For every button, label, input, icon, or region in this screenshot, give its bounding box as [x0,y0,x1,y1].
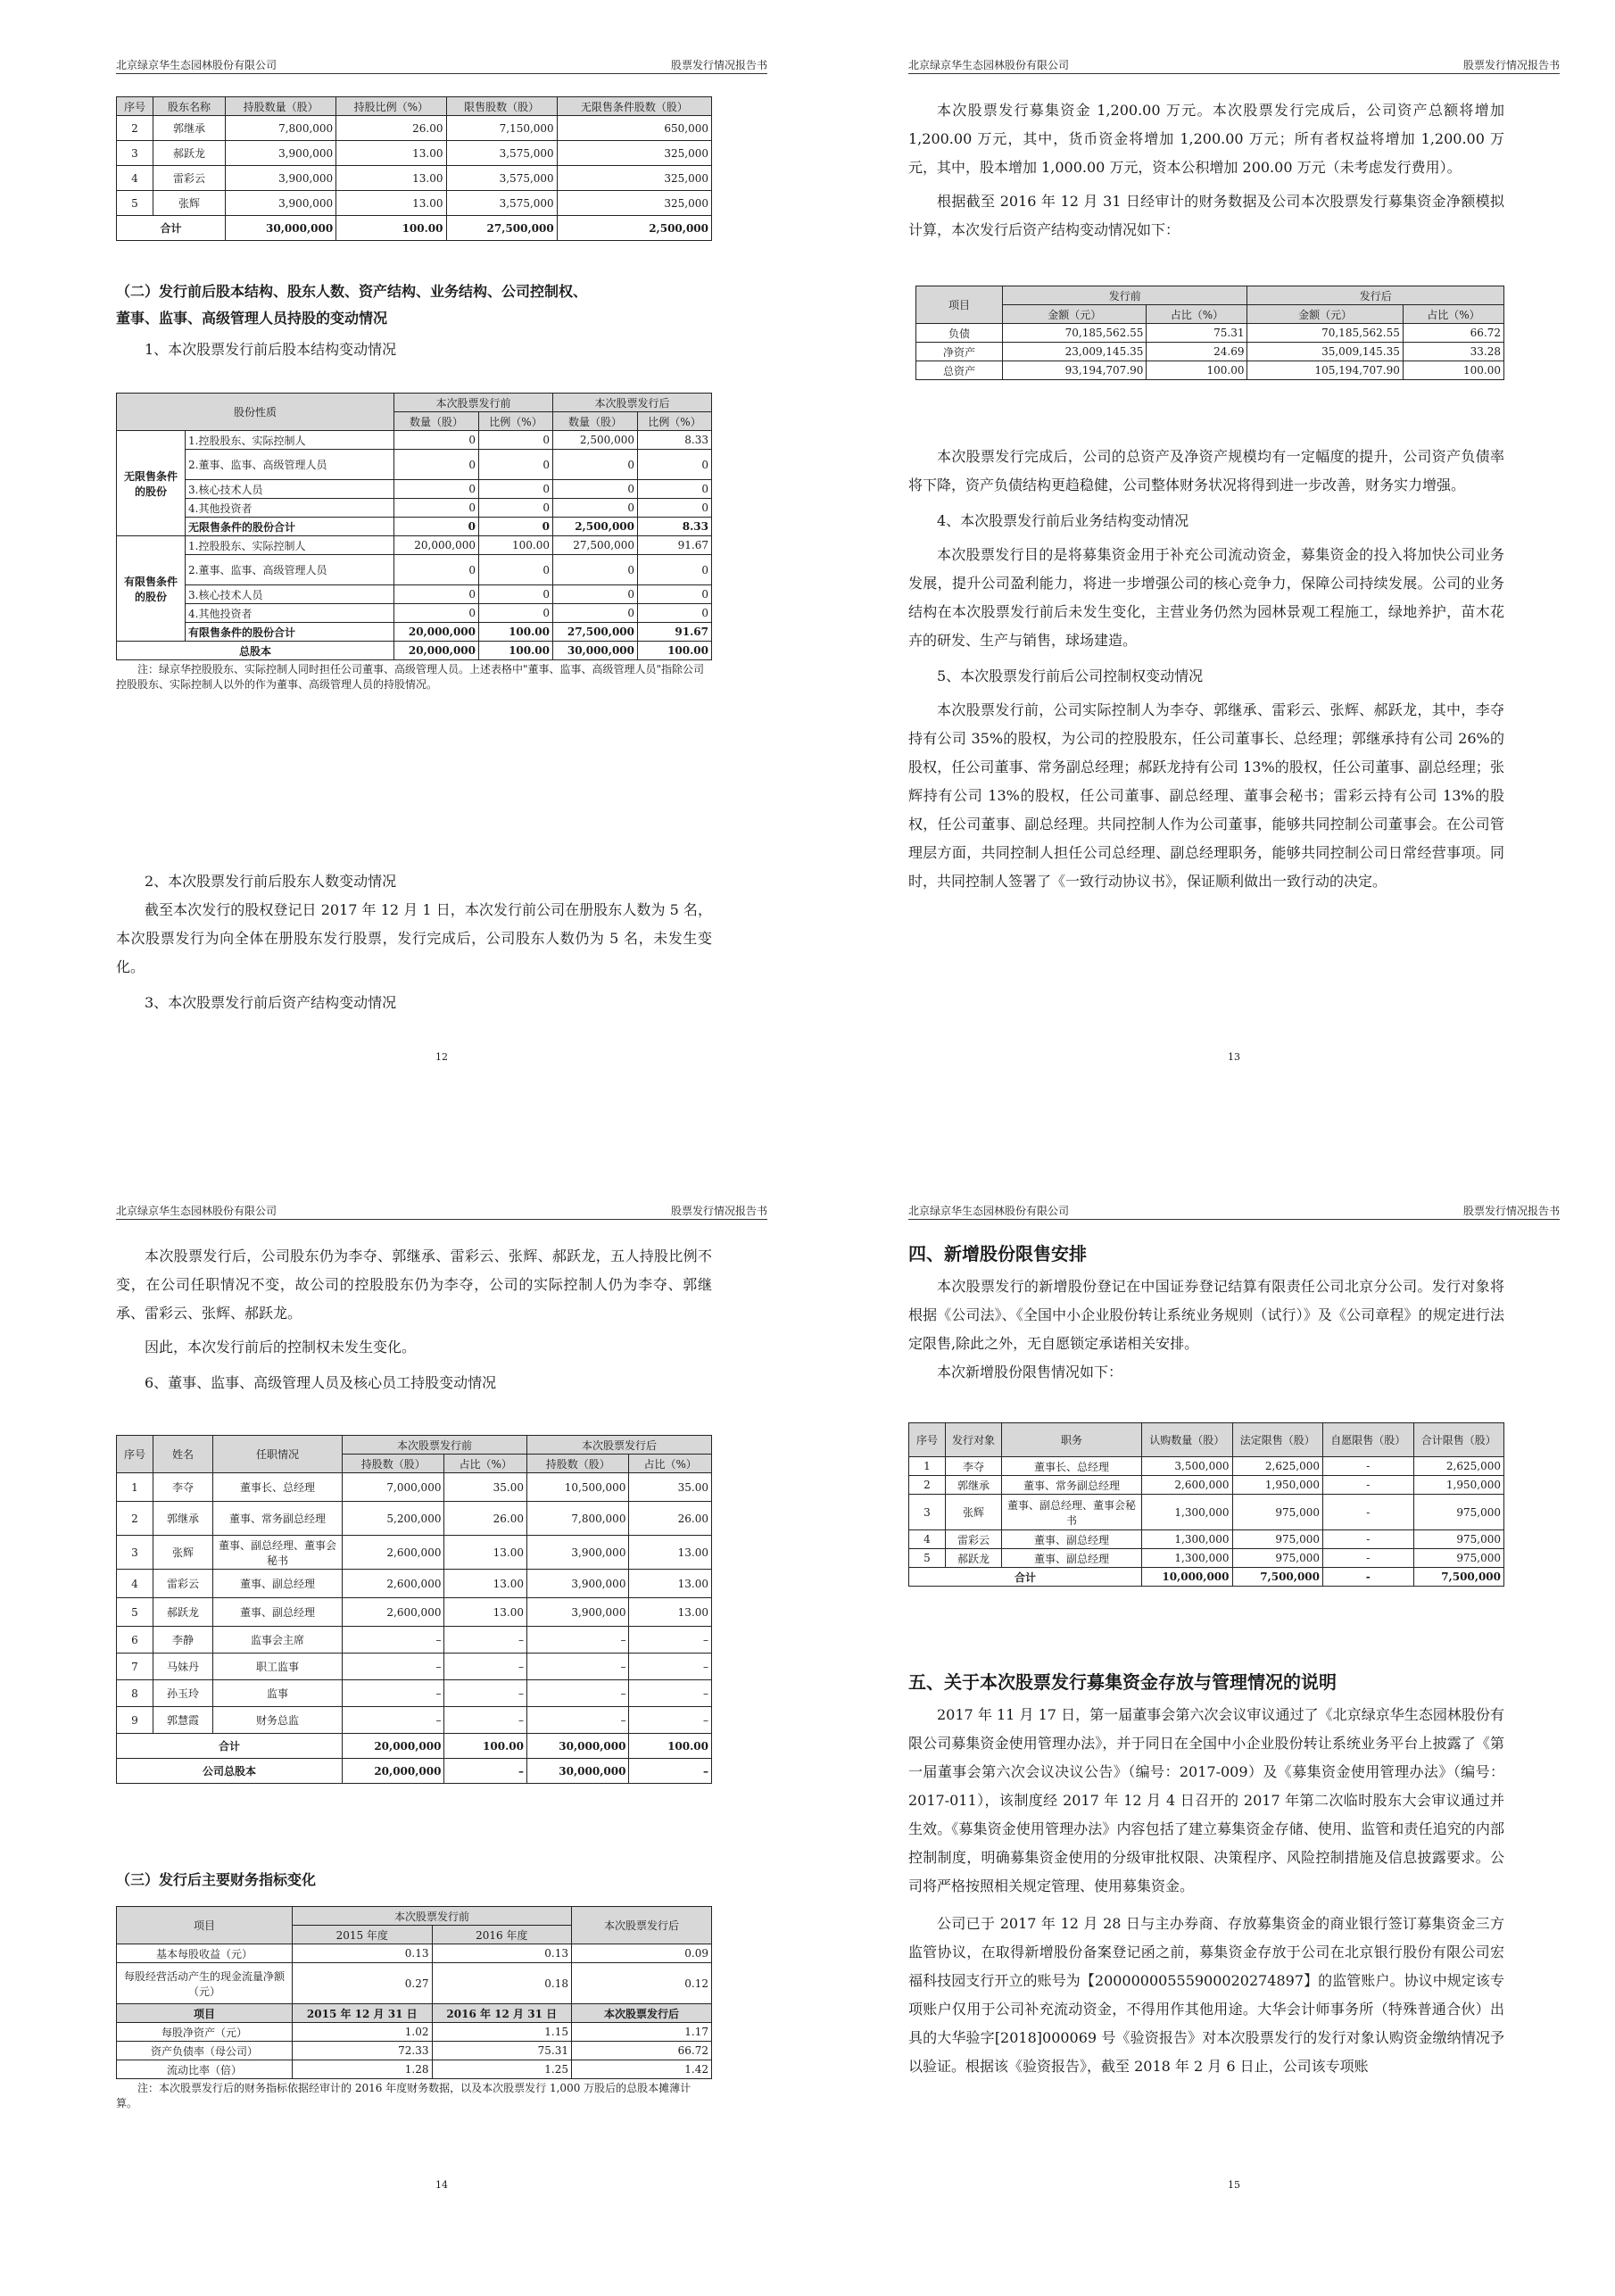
management-holdings-table [116,1435,712,1784]
table-header: 持股数（股） [526,1455,628,1473]
subsection-title: 5、本次股票发行前后公司控制权变动情况 [937,667,1204,684]
section-title: 董事、监事、高级管理人员持股的变动情况 [116,310,388,327]
table-row: 3 郝跃龙 3,900,000 13.00 3,575,000 325,000 [117,141,712,166]
table-header: 认购数量（股） [1142,1423,1233,1457]
table-row: 8 孙玉玲 监事 – – – – [117,1680,712,1707]
page-number: 12 [435,1051,448,1063]
table-total-row: 总股本 20,000,000 100.00 30,000,000 100.00 [117,642,712,660]
chapter-heading: 四、新增股份限售安排 [908,1243,1087,1264]
table-row: 5 张辉 3,900,000 13.00 3,575,000 325,000 [117,191,712,216]
table-header: 序号 [117,1436,153,1473]
shareholder-table [116,96,712,241]
subsection-title: 6、董事、监事、高级管理人员及核心员工持股变动情况 [145,1374,497,1391]
table-header: 本次股票发行后 [526,1436,711,1455]
paragraph: 本次股票发行完成后，公司的总资产及净资产规模均有一定幅度的提升，公司资产负债率将下降，资产负债结构更趋稳健，公司整体财务状况将得到进一步改善，财务实力增强。 [908,448,1504,493]
table-header: 股东名称 [153,97,226,116]
table-row: 4.其他投资者 0 0 0 0 [117,499,712,518]
table-row: 2.董事、监事、高级管理人员 0 0 0 0 [117,450,712,480]
table-subtotal-row: 有限售条件的股份合计 20,000,000 100.00 27,500,000 91.67 [117,623,712,642]
paragraph: 本次新增股份限售情况如下： [937,1364,1123,1380]
header-company: 北京绿京华生态园林股份有限公司 [908,1205,1070,1217]
table-header: 发行后 [1247,286,1504,305]
subsection-title: 1、本次股票发行前后股本结构变动情况 [145,341,397,358]
page-12 [116,55,767,1099]
table-header: 占比（%） [444,1455,527,1473]
table-row: 5 郝跃龙 董事、副总经理 2,600,000 13.00 3,900,000 13.00 [117,1598,712,1627]
page-number: 13 [1228,1051,1240,1063]
table-note: 注：本次股票发行后的财务指标依据经审计的 2016 年度财务数据，以及本次股票发行 1,000 万股后的总股本摊薄计算。 [116,2082,692,2110]
group-label: 无限售条件的股份 [117,431,186,536]
table-row: 有限售条件的股份 1.控股股东、实际控制人 20,000,000 100.00 27,500,000 91.67 [117,536,712,555]
table-row: 4 雷彩云 董事、副总经理 1,300,000 975,000 - 975,000 [909,1530,1504,1549]
paragraph: 本次股票发行的新增股份登记在中国证券登记结算有限责任公司北京分公司。发行对象将根据《公司法》、《全国中小企业股份转让系统业务规则（试行）》及《公司章程》的规定进行法定限售,除此之外，无自愿锁定承诺相关安排。 [908,1278,1504,1352]
paragraph: 截至本次发行的股权登记日 2017 年 12 月 1 日，本次发行前公司在册股东人数为 5 名，本次股票发行为向全体在册股东发行股票，发行完成后，公司股东人数仍为 5 名，未发生变化。 [116,901,712,975]
financial-indicators-table [116,1906,712,2079]
table-header: 自愿限售（股） [1323,1423,1414,1457]
table-row: 2.董事、监事、高级管理人员 0 0 0 0 [117,555,712,585]
table-row: 负债 70,185,562.55 75.31 70,185,562.55 66.72 [916,324,1504,343]
table-row: 无限售条件的股份 1.控股股东、实际控制人 0 0 2,500,000 8.33 [117,431,712,450]
paragraph: 本次股票发行前，公司实际控制人为李夺、郭继承、雷彩云、张辉、郝跃龙，其中，李夺持有公司 35%的股权，为公司的控股股东，任公司董事长、总经理；郭继承持有公司 26%的股权，任公司董事、常务副总经理；郝跃龙持有公司 13%的股权，任公司董事、副总经理；张辉持有公司 13%的股权，任公司董事、副总经理、董事会秘书；雷彩云持有公司 13%的股权，任公司董事、副总经理。共同控制人作为公司董事，能够共同控制公司董事会。在公司管理层方面，共同控制人担任公司总经理、副总经理职务，能够共同控制公司日常经营事项。同时，共同控制人签署了《一致行动协议书》，保证顺利做出一致行动的决定。 [908,701,1504,890]
table-row: 每股经营活动产生的现金流量净额（元） 0.27 0.18 0.12 [117,1963,712,2004]
table-header: 2016 年 12 月 31 日 [432,2004,572,2023]
table-total-row: 合计 10,000,000 7,500,000 - 7,500,000 [909,1568,1504,1587]
lockup-table [908,1422,1504,1587]
table-row: 净资产 23,009,145.35 24.69 35,009,145.35 33.28 [916,343,1504,361]
table-row: 2 郭继承 董事、常务副总经理 2,600,000 1,950,000 - 1,950,000 [909,1476,1504,1495]
table-subtotal-row: 无限售条件的股份合计 0 0 2,500,000 8.33 [117,518,712,536]
table-row: 6 李静 监事会主席 – – – – [117,1627,712,1654]
table-header: 数量（股） [394,412,479,431]
table-header: 法定限售（股） [1232,1423,1323,1457]
table-row: 流动比率（倍） 1.28 1.25 1.42 [117,2060,712,2079]
table-header: 限售股数（股） [446,97,557,116]
table-header: 金额（元） [1003,305,1147,324]
table-header: 职务 [1002,1423,1142,1457]
table-header: 数量（股） [553,412,638,431]
table-row: 资产负债率（母公司） 72.33 75.31 66.72 [117,2042,712,2060]
paragraph: 因此，本次发行前后的控制权未发生变化。 [145,1339,417,1355]
table-header: 占比（%） [1403,305,1503,324]
table-header: 2016 年度 [432,1926,572,1944]
table-header: 比例（%） [479,412,553,431]
table-row: 总资产 93,194,707.90 100.00 105,194,707.90 100.00 [916,361,1504,380]
table-header: 发行前 [1003,286,1247,305]
section-title: （三）发行后主要财务指标变化 [116,1871,317,1888]
page-header [116,55,767,74]
paragraph: 本次股票发行目的是将募集资金用于补充公司流动资金，募集资金的投入将加快公司业务发展，提升公司盈利能力，将进一步增强公司的核心竞争力，保障公司持续发展。公司的业务结构在本次股票发行前后未发生变化，主营业务仍然为园林景观工程施工，绿地养护，苗木花卉的研发、生产与销售，球场建造。 [908,546,1504,649]
table-row: 2 郭继承 7,800,000 26.00 7,150,000 650,000 [117,116,712,141]
group-label: 有限售条件的股份 [117,536,186,642]
table-header: 无限售条件股数（股） [557,97,711,116]
header-doc-title: 股票发行情况报告书 [1462,1205,1560,1217]
table-row: 2 郭继承 董事、常务副总经理 5,200,000 26.00 7,800,000 26.00 [117,1502,712,1536]
table-header: 本次股票发行后 [572,1907,712,1944]
table-header: 持股数（股） [343,1455,444,1473]
header-company: 北京绿京华生态园林股份有限公司 [116,1205,277,1217]
paragraph: 根据截至 2016 年 12 月 31 日经审计的财务数据及公司本次股票发行募集资金净额模拟计算，本次发行后资产结构变动情况如下： [908,193,1504,238]
table-total-row: 公司总股本 20,000,000 – 30,000,000 – [117,1759,712,1784]
page-number: 15 [1228,2179,1240,2191]
page-14 [116,1201,767,2245]
table-header: 持股数量（股） [226,97,336,116]
table-row: 7 马妹丹 职工监事 – – – – [117,1654,712,1680]
paragraph: 本次股票发行后，公司股东仍为李夺、郭继承、雷彩云、张辉、郝跃龙，五人持股比例不变，在公司任职情况不变，故公司的控股股东仍为李夺，公司的实际控制人仍为李夺、郭继承、雷彩云、张辉、郝跃龙。 [116,1247,712,1322]
table-header: 序号 [909,1423,946,1457]
header-company: 北京绿京华生态园林股份有限公司 [908,59,1070,71]
page-number: 14 [435,2179,448,2191]
table-header: 本次股票发行前 [394,394,553,412]
table-header: 本次股票发行前 [343,1436,527,1455]
chapter-heading: 五、关于本次股票发行募集资金存放与管理情况的说明 [908,1671,1337,1693]
table-header: 本次股票发行后 [572,2004,712,2023]
table-header: 项目 [117,1907,293,1944]
table-row: 5 郝跃龙 董事、副总经理 1,300,000 975,000 - 975,000 [909,1549,1504,1568]
paragraph: 本次股票发行募集资金 1,200.00 万元。本次股票发行完成后，公司资产总额将增加 1,200.00 万元，其中，货币资金将增加 1,200.00 万元；所有者权益将增加 1,200.00 万元，其中，股本增加 1,000.00 万元，资本公积增加 200.00 万元（未考虑发行费用）。 [908,102,1504,176]
table-row: 3.核心技术人员 0 0 0 0 [117,585,712,604]
table-header: 占比（%） [1147,305,1247,324]
table-header: 任职情况 [213,1436,343,1473]
table-total-row: 合计 20,000,000 100.00 30,000,000 100.00 [117,1734,712,1759]
table-row: 4 雷彩云 董事、副总经理 2,600,000 13.00 3,900,000 13.00 [117,1570,712,1598]
table-row: 9 郭慧霞 财务总监 – – – – [117,1707,712,1734]
table-row: 基本每股收益（元） 0.13 0.13 0.09 [117,1944,712,1963]
page-header [116,1201,767,1220]
section-title: （二）发行前后股本结构、股东人数、资产结构、业务结构、公司控制权、 [116,283,588,300]
table-header: 本次股票发行前 [293,1907,572,1926]
table-row: 3 张辉 董事、副总经理、董事会秘书 1,300,000 975,000 - 975,000 [909,1495,1504,1530]
table-row: 每股净资产（元） 1.02 1.15 1.17 [117,2023,712,2042]
table-header: 比例（%） [638,412,712,431]
asset-structure-table [915,286,1504,380]
header-doc-title: 股票发行情况报告书 [670,59,767,71]
page-13 [908,55,1560,1099]
table-total-row: 合计 30,000,000 100.00 27,500,000 2,500,000 [117,216,712,241]
table-row: 1 李夺 董事长、总经理 7,000,000 35.00 10,500,000 35.00 [117,1473,712,1502]
table-header: 持股比例（%） [336,97,446,116]
paragraph: 公司已于 2017 年 12 月 28 日与主办券商、存放募集资金的商业银行签订募集资金三方监管协议，在取得新增股份备案登记函之前，募集资金存放于公司在北京银行股份有限公司宏福科技园支行开立的账号为【20000000555900020274897】的监管账户。协议中规定该专项账户仅用于公司补充流动资金，不得用作其他用途。大华会计师事务所（特殊普通合伙）出具的大华验字[2018]000069 号《验资报告》对本次股票发行的发行对象认购资金缴纳情况予以验证。根据该《验资报告》，截至 2018 年 2 月 6 日止，公司该专项账 [908,1915,1504,2075]
table-header: 股份性质 [117,394,394,431]
table-note: 注：绿京华控股股东、实际控制人同时担任公司董事、高级管理人员。上述表格中"董事、监事、高级管理人员"指除公司控股股东、实际控制人以外的作为董事、高级管理人员的持股情况。 [116,663,705,691]
table-header: 姓名 [153,1436,213,1473]
table-header: 发行对象 [946,1423,1002,1457]
page-header [908,1201,1560,1220]
table-header: 占比（%） [629,1455,712,1473]
table-header: 序号 [117,97,153,116]
table-header: 本次股票发行后 [553,394,712,412]
table-header: 项目 [117,2004,293,2023]
table-header: 金额（元） [1247,305,1403,324]
header-company: 北京绿京华生态园林股份有限公司 [116,59,277,71]
table-row: 3.核心技术人员 0 0 0 0 [117,480,712,499]
table-header: 合计限售（股） [1413,1423,1504,1457]
subsection-title: 3、本次股票发行前后资产结构变动情况 [145,994,397,1011]
share-structure-table [116,393,712,660]
paragraph: 2017 年 11 月 17 日，第一届董事会第六次会议审议通过了《北京绿京华生态园林股份有限公司募集资金使用管理办法》，并于同日在全国中小企业股份转让系统业务平台上披露了《第一届董事会第六次会议决议公告》（编号：2017-009）及《募集资金使用管理办法》（编号：2017-011），该制度经 2017 年 12 月 4 日召开的 2017 年第二次临时股东大会审议通过并生效。《募集资金使用管理办法》内容包括了建立募集资金存储、使用、监管和责任追究的内部控制制度，明确募集资金使用的分级审批权限、决策程序、风险控制措施及信息披露要求。公司将严格按照相关规定管理、使用募集资金。 [908,1706,1504,1894]
page-header [908,55,1560,74]
page-15 [908,1201,1560,2245]
table-row: 4.其他投资者 0 0 0 0 [117,604,712,623]
header-doc-title: 股票发行情况报告书 [670,1205,767,1217]
header-doc-title: 股票发行情况报告书 [1462,59,1560,71]
table-header: 2015 年度 [293,1926,433,1944]
table-header: 项目 [916,286,1003,324]
table-header: 2015 年 12 月 31 日 [293,2004,433,2023]
subsection-title: 2、本次股票发行前后股东人数变动情况 [145,873,397,890]
table-row: 4 雷彩云 3,900,000 13.00 3,575,000 325,000 [117,166,712,191]
table-row: 1 李夺 董事长、总经理 3,500,000 2,625,000 - 2,625,000 [909,1457,1504,1476]
subsection-title: 4、本次股票发行前后业务结构变动情况 [937,512,1189,529]
table-row: 3 张辉 董事、副总经理、董事会秘书 2,600,000 13.00 3,900,000 13.00 [117,1536,712,1570]
